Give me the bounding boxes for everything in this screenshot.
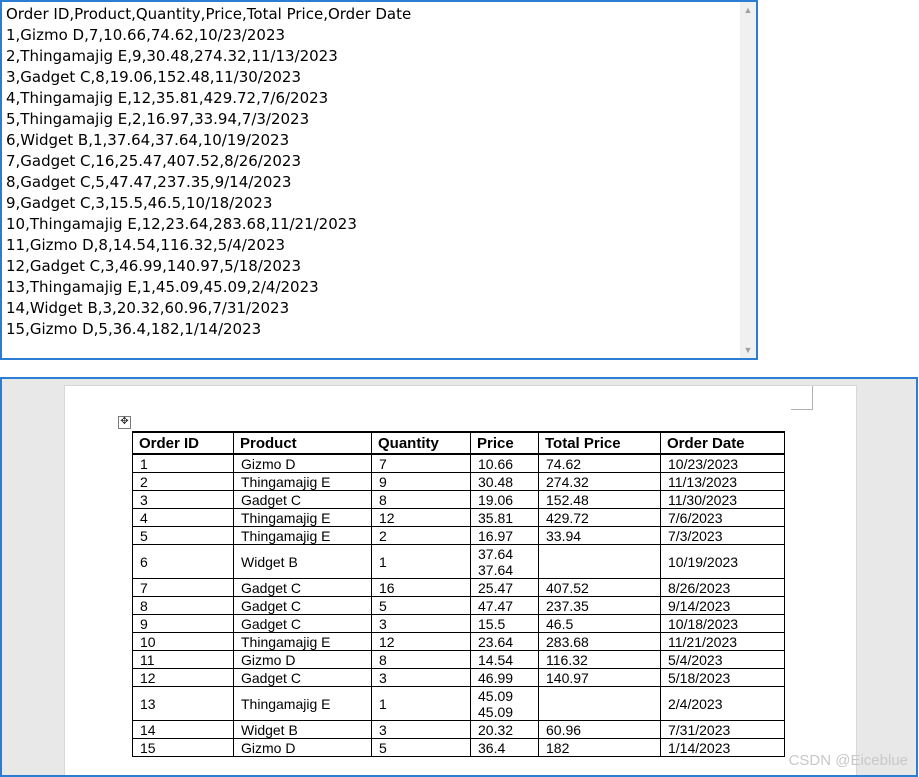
- table-row: [133, 579, 785, 597]
- table-row: [133, 491, 785, 509]
- csv-line: 7,Gadget C,16,25.47,407.52,8/26/2023: [6, 152, 302, 170]
- cell-order-id[interactable]: 7: [133, 579, 234, 597]
- cell-total-price[interactable]: [539, 545, 661, 579]
- price-value: 46.99: [478, 669, 514, 686]
- table-row: [133, 739, 785, 757]
- cell-order-date[interactable]: 2/4/2023: [661, 687, 785, 721]
- cell-quantity[interactable]: 5: [372, 739, 471, 757]
- cell-total-price[interactable]: 116.32: [539, 651, 661, 669]
- cell-order-id[interactable]: 15: [133, 739, 234, 757]
- table-row: [133, 633, 785, 651]
- cell-product[interactable]: Thingamajig E: [234, 509, 372, 527]
- cell-total-price[interactable]: 33.94: [539, 527, 661, 545]
- price-value: 30.48: [478, 473, 514, 490]
- cell-order-id[interactable]: 5: [133, 527, 234, 545]
- price-value: 37.64: [478, 561, 514, 578]
- cell-quantity[interactable]: 3: [372, 721, 471, 739]
- table-row: [133, 473, 785, 491]
- document-view: [0, 377, 918, 777]
- cell-product[interactable]: Thingamajig E: [234, 687, 372, 721]
- cell-quantity[interactable]: 8: [372, 651, 471, 669]
- price-value: 19.06: [478, 491, 514, 508]
- table-row: [133, 687, 785, 721]
- price-value: 45.09: [478, 703, 514, 720]
- cell-price[interactable]: [471, 633, 539, 651]
- cell-total-price[interactable]: 152.48: [539, 491, 661, 509]
- csv-line: 10,Thingamajig E,12,23.64,283.68,11/21/2023: [6, 215, 357, 233]
- vertical-scrollbar[interactable]: [740, 2, 756, 358]
- cell-total-price[interactable]: 182: [539, 739, 661, 757]
- document-page: [64, 385, 857, 777]
- cell-product[interactable]: Widget B: [234, 721, 372, 739]
- table-row: [133, 669, 785, 687]
- cell-product[interactable]: Gadget C: [234, 597, 372, 615]
- orders-table: [132, 431, 785, 757]
- header-price: Price: [471, 432, 539, 454]
- cell-price[interactable]: [471, 597, 539, 615]
- cell-product[interactable]: Gadget C: [234, 669, 372, 687]
- cell-order-date[interactable]: 10/23/2023: [661, 454, 785, 473]
- cell-quantity[interactable]: 7: [372, 454, 471, 473]
- cell-order-id[interactable]: 11: [133, 651, 234, 669]
- cell-order-date[interactable]: 7/31/2023: [661, 721, 785, 739]
- price-value: 16.97: [478, 527, 514, 544]
- header-quantity: Quantity: [372, 432, 471, 454]
- price-value: 35.81: [478, 509, 514, 526]
- page-margin-marker: [791, 386, 813, 410]
- cell-order-id[interactable]: 2: [133, 473, 234, 491]
- cell-price[interactable]: [471, 545, 539, 579]
- cell-price[interactable]: [471, 615, 539, 633]
- cell-order-date[interactable]: 1/14/2023: [661, 739, 785, 757]
- cell-order-id[interactable]: 4: [133, 509, 234, 527]
- header-product: Product: [234, 432, 372, 454]
- cell-order-date[interactable]: 11/30/2023: [661, 491, 785, 509]
- cell-order-id[interactable]: 6: [133, 545, 234, 579]
- price-value: 10.66: [478, 455, 514, 472]
- cell-price[interactable]: [471, 579, 539, 597]
- cell-quantity[interactable]: 12: [372, 509, 471, 527]
- cell-quantity[interactable]: 16: [372, 579, 471, 597]
- chevron-up-icon[interactable]: ▲: [743, 5, 753, 15]
- cell-total-price[interactable]: 46.5: [539, 615, 661, 633]
- cell-product[interactable]: Thingamajig E: [234, 473, 372, 491]
- price-value: 23.64: [478, 633, 514, 650]
- csv-line: 4,Thingamajig E,12,35.81,429.72,7/6/2023: [6, 89, 329, 107]
- table-row: [133, 527, 785, 545]
- cell-price[interactable]: [471, 491, 539, 509]
- csv-line: 3,Gadget C,8,19.06,152.48,11/30/2023: [6, 68, 302, 86]
- csv-line: 1,Gizmo D,7,10.66,74.62,10/23/2023: [6, 26, 286, 44]
- cell-quantity[interactable]: 1: [372, 545, 471, 579]
- table-row: [133, 509, 785, 527]
- cell-total-price[interactable]: [539, 687, 661, 721]
- csv-line: 11,Gizmo D,8,14.54,116.32,5/4/2023: [6, 236, 286, 254]
- cell-quantity[interactable]: 9: [372, 473, 471, 491]
- price-value: 15.5: [478, 615, 506, 632]
- cell-order-id[interactable]: 3: [133, 491, 234, 509]
- cell-price[interactable]: [471, 651, 539, 669]
- price-value: 47.47: [478, 597, 514, 614]
- cell-order-date[interactable]: 8/26/2023: [661, 579, 785, 597]
- cell-order-date[interactable]: 7/6/2023: [661, 509, 785, 527]
- table-row: [133, 721, 785, 739]
- csv-line: 15,Gizmo D,5,36.4,182,1/14/2023: [6, 320, 262, 338]
- move-arrows-icon[interactable]: ✥: [118, 416, 131, 429]
- price-value: 36.4: [478, 739, 506, 756]
- csv-line: 8,Gadget C,5,47.47,237.35,9/14/2023: [6, 173, 292, 191]
- cell-order-date[interactable]: 11/13/2023: [661, 473, 785, 491]
- table-row: [133, 545, 785, 579]
- table-row: [133, 615, 785, 633]
- cell-product[interactable]: Widget B: [234, 545, 372, 579]
- header-total-price: Total Price: [539, 432, 661, 454]
- chevron-down-icon[interactable]: ▼: [743, 345, 753, 355]
- cell-quantity[interactable]: 12: [372, 633, 471, 651]
- table-row: [133, 454, 785, 473]
- cell-product[interactable]: Thingamajig E: [234, 633, 372, 651]
- cell-product[interactable]: Gadget C: [234, 579, 372, 597]
- cell-order-date[interactable]: 5/18/2023: [661, 669, 785, 687]
- cell-product[interactable]: Gizmo D: [234, 454, 372, 473]
- cell-price[interactable]: [471, 454, 539, 473]
- cell-order-id[interactable]: 9: [133, 615, 234, 633]
- csv-header-line: Order ID,Product,Quantity,Price,Total Price,Order Date: [6, 5, 412, 23]
- cell-quantity[interactable]: 8: [372, 491, 471, 509]
- cell-order-id[interactable]: 1: [133, 454, 234, 473]
- cell-price[interactable]: [471, 669, 539, 687]
- csv-text-box[interactable]: [0, 0, 758, 360]
- csv-line: 5,Thingamajig E,2,16.97,33.94,7/3/2023: [6, 110, 310, 128]
- cell-price[interactable]: [471, 473, 539, 491]
- cell-order-date[interactable]: 7/3/2023: [661, 527, 785, 545]
- csv-line: 9,Gadget C,3,15.5,46.5,10/18/2023: [6, 194, 273, 212]
- cell-total-price[interactable]: 283.68: [539, 633, 661, 651]
- cell-order-date[interactable]: 9/14/2023: [661, 597, 785, 615]
- cell-order-id[interactable]: 14: [133, 721, 234, 739]
- cell-product[interactable]: Gadget C: [234, 615, 372, 633]
- cell-total-price[interactable]: 237.35: [539, 597, 661, 615]
- cell-total-price[interactable]: 140.97: [539, 669, 661, 687]
- cell-total-price[interactable]: 429.72: [539, 509, 661, 527]
- table-header-row: [133, 432, 785, 454]
- cell-product[interactable]: Gizmo D: [234, 739, 372, 757]
- cell-quantity[interactable]: 1: [372, 687, 471, 721]
- price-value: 37.64: [478, 545, 514, 562]
- cell-order-id[interactable]: 10: [133, 633, 234, 651]
- csv-content[interactable]: [6, 4, 738, 356]
- csv-line: 2,Thingamajig E,9,30.48,274.32,11/13/2023: [6, 47, 338, 65]
- cell-total-price[interactable]: 74.62: [539, 454, 661, 473]
- cell-price[interactable]: [471, 687, 539, 721]
- header-order-date: Order Date: [661, 432, 785, 454]
- price-value: 45.09: [478, 687, 514, 704]
- cell-quantity[interactable]: 5: [372, 597, 471, 615]
- cell-total-price[interactable]: 407.52: [539, 579, 661, 597]
- csv-line: 12,Gadget C,3,46.99,140.97,5/18/2023: [6, 257, 302, 275]
- csv-line: 6,Widget B,1,37.64,37.64,10/19/2023: [6, 131, 290, 149]
- cell-quantity[interactable]: 2: [372, 527, 471, 545]
- cell-total-price[interactable]: 60.96: [539, 721, 661, 739]
- price-value: 14.54: [478, 651, 514, 668]
- cell-order-date[interactable]: 11/21/2023: [661, 633, 785, 651]
- cell-quantity[interactable]: 3: [372, 615, 471, 633]
- table-row: [133, 597, 785, 615]
- header-order-id: Order ID: [133, 432, 234, 454]
- cell-order-id[interactable]: 13: [133, 687, 234, 721]
- cell-order-id[interactable]: 8: [133, 597, 234, 615]
- table-row: [133, 651, 785, 669]
- cell-order-date[interactable]: 5/4/2023: [661, 651, 785, 669]
- cell-quantity[interactable]: 3: [372, 669, 471, 687]
- price-value: 25.47: [478, 579, 514, 596]
- cell-product[interactable]: Thingamajig E: [234, 527, 372, 545]
- cell-price[interactable]: [471, 509, 539, 527]
- cell-price[interactable]: [471, 721, 539, 739]
- cell-price[interactable]: [471, 739, 539, 757]
- cell-product[interactable]: Gadget C: [234, 491, 372, 509]
- price-value: 20.32: [478, 721, 514, 738]
- cell-price[interactable]: [471, 527, 539, 545]
- cell-order-date[interactable]: 10/18/2023: [661, 615, 785, 633]
- watermark: CSDN @Eiceblue: [788, 752, 908, 769]
- csv-line: 14,Widget B,3,20.32,60.96,7/31/2023: [6, 299, 290, 317]
- cell-order-id[interactable]: 12: [133, 669, 234, 687]
- csv-line: 13,Thingamajig E,1,45.09,45.09,2/4/2023: [6, 278, 319, 296]
- cell-product[interactable]: Gizmo D: [234, 651, 372, 669]
- cell-total-price[interactable]: 274.32: [539, 473, 661, 491]
- cell-order-date[interactable]: 10/19/2023: [661, 545, 785, 579]
